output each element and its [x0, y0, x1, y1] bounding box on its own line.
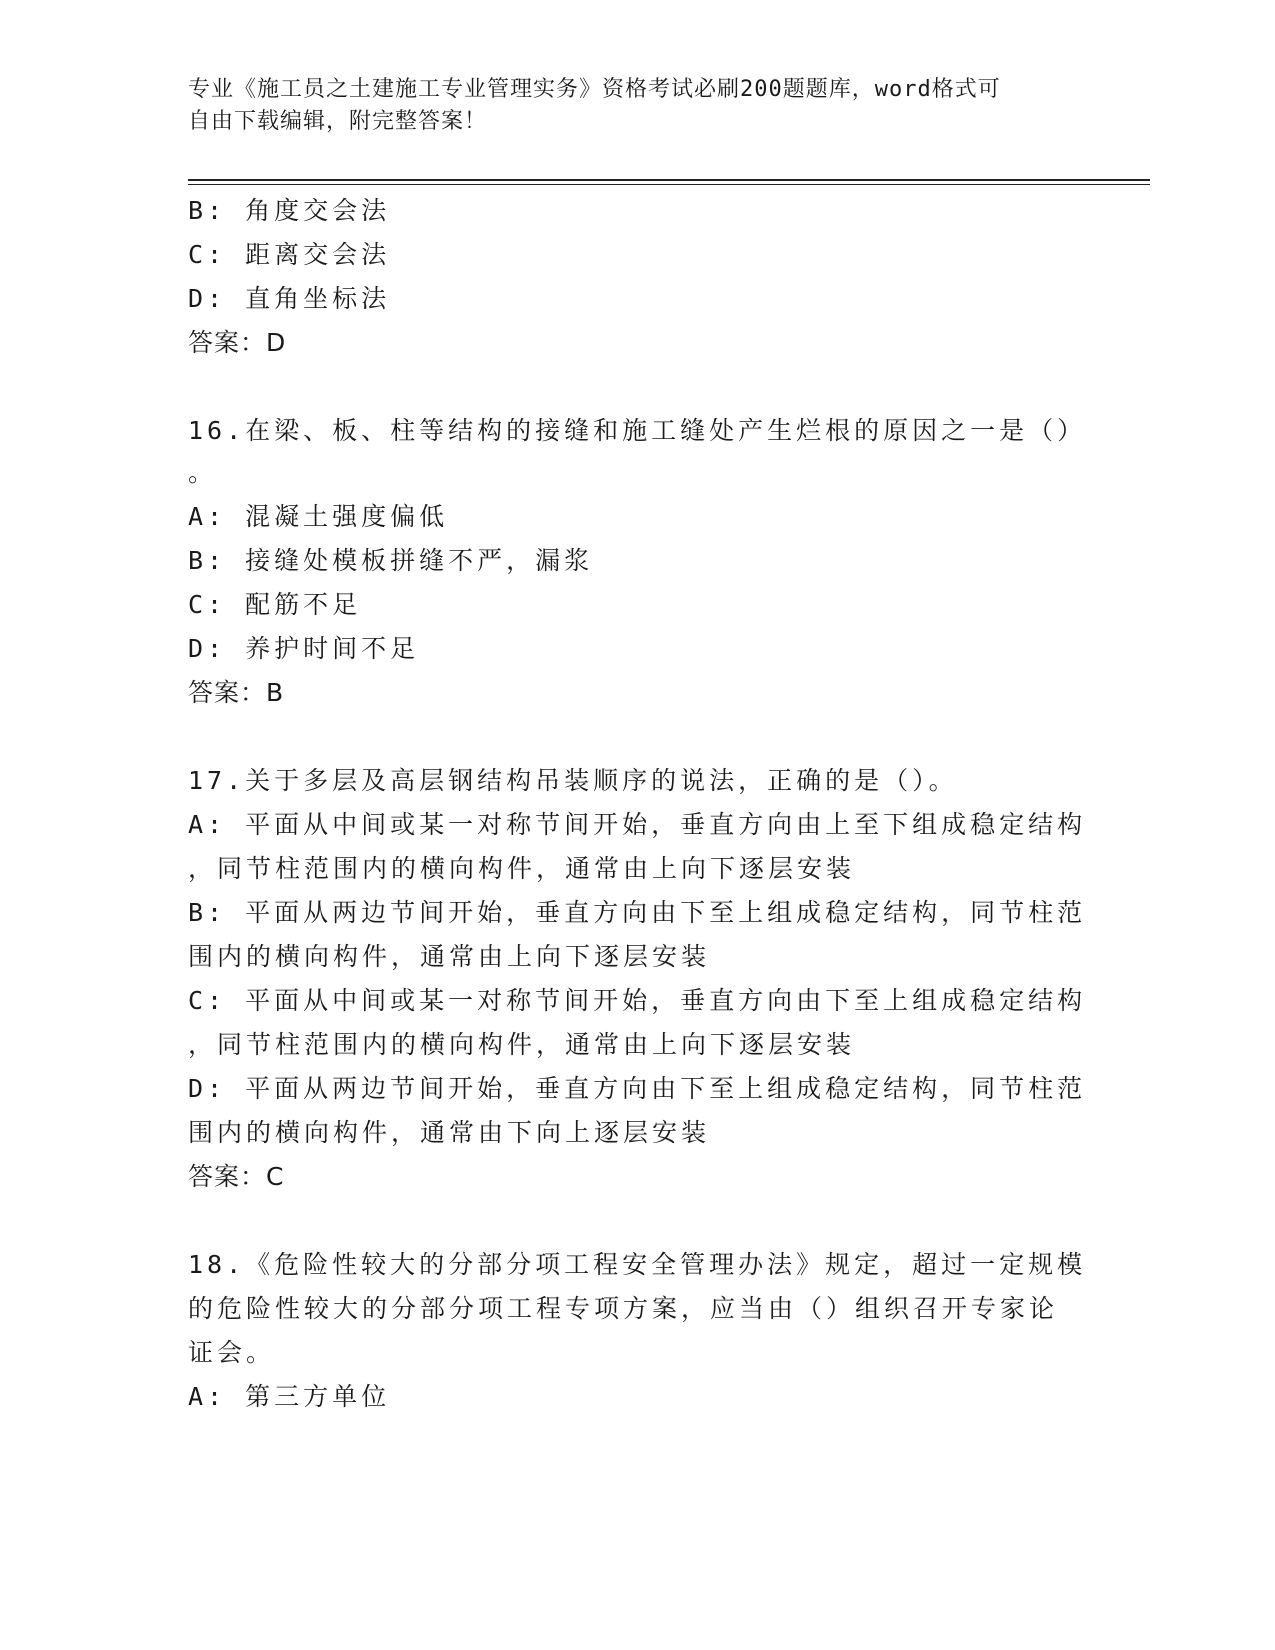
q16-option-d: D: 养护时间不足	[188, 634, 420, 663]
q16-option-a: A: 混凝土强度偏低	[188, 502, 449, 531]
header-title-line1: 专业《施工员之土建施工专业管理实务》资格考试必刷200题题库，word格式可	[188, 77, 1001, 102]
q18-stem-line1: 18.《危险性较大的分部分项工程安全管理办法》规定，超过一定规模	[188, 1250, 1087, 1279]
q17-option-d-line2: 围内的横向构件，通常由下向上逐层安装	[188, 1118, 711, 1147]
q17-stem: 17.关于多层及高层钢结构吊装顺序的说法，正确的是（）。	[188, 766, 958, 795]
q17-option-a-line1: A: 平面从中间或某一对称节间开始，垂直方向由上至下组成稳定结构	[188, 810, 1087, 839]
q18-stem-line2: 的危险性较大的分部分项工程专项方案，应当由（）组织召开专家论	[188, 1294, 1059, 1323]
q17-option-d-line1: D: 平面从两边节间开始，垂直方向由下至上组成稳定结构，同节柱范	[188, 1074, 1087, 1103]
q18-option-a: A: 第三方单位	[188, 1382, 391, 1411]
q17-option-a-line2: ，同节柱范围内的横向构件，通常由上向下逐层安装	[188, 854, 856, 883]
q16-stem-line2: 。	[188, 458, 218, 487]
q15-option-b: B: 角度交会法	[188, 196, 391, 225]
document-header	[188, 74, 1068, 138]
q16-stem-line1: 16.在梁、板、柱等结构的接缝和施工缝处产生烂根的原因之一是（）	[188, 416, 1087, 445]
q16-option-c: C: 配筋不足	[188, 590, 362, 619]
q15-option-d: D: 直角坐标法	[188, 284, 391, 313]
header-rule-thin	[188, 184, 1150, 185]
q15-answer: 答案：D	[188, 328, 287, 357]
q16-option-b: B: 接缝处模板拼缝不严，漏浆	[188, 546, 594, 575]
q17-option-c-line1: C: 平面从中间或某一对称节间开始，垂直方向由下至上组成稳定结构	[188, 986, 1087, 1015]
q17-answer: 答案：C	[188, 1162, 285, 1191]
q16-answer: 答案：B	[188, 678, 285, 707]
q17-option-c-line2: ，同节柱范围内的横向构件，通常由上向下逐层安装	[188, 1030, 856, 1059]
header-title-line2: 自由下载编辑，附完整答案！	[188, 109, 488, 134]
header-rule-thick	[188, 179, 1150, 181]
q17-option-b-line2: 围内的横向构件，通常由上向下逐层安装	[188, 942, 711, 971]
q18-stem-line3: 证会。	[188, 1338, 276, 1367]
q17-option-b-line1: B: 平面从两边节间开始，垂直方向由下至上组成稳定结构，同节柱范	[188, 898, 1087, 927]
q15-option-c: C: 距离交会法	[188, 240, 391, 269]
